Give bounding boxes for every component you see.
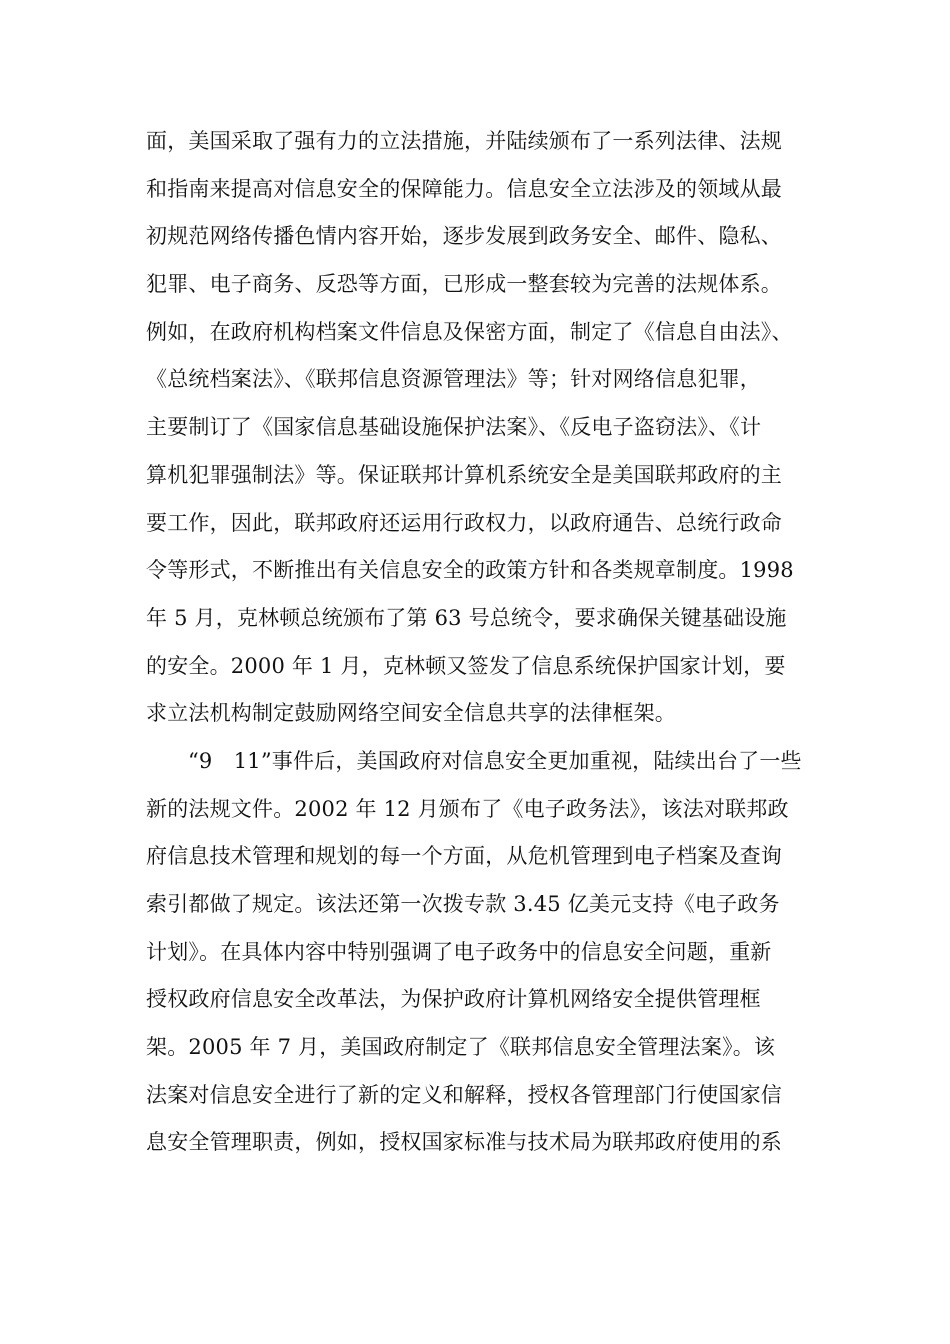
text-line: 府信息技术管理和规划的每一个方面，从危机管理到电子档案及查询 <box>146 844 782 869</box>
text-line: 年 5 月，克林顿总统颁布了第 63 号总统令，要求确保关键基础设施 <box>146 605 787 630</box>
text-line: 息安全管理职责，例如，授权国家标准与技术局为联邦政府使用的系 <box>146 1130 782 1155</box>
text-line: 授权政府信息安全改革法，为保护政府计算机网络安全提供管理框 <box>146 987 761 1012</box>
body-text <box>146 118 810 1167</box>
text-line: 例如，在政府机构档案文件信息及保密方面，制定了《信息自由法》、 <box>146 319 793 344</box>
text-line: 新的法规文件。2002 年 12 月颁布了《电子政务法》，该法对联邦政 <box>146 796 789 821</box>
text-line: 要工作，因此，联邦政府还运用行政权力，以政府通告、总统行政命 <box>146 510 782 535</box>
text-line: 的安全。2000 年 1 月，克林顿又签发了信息系统保护国家计划，要 <box>146 653 786 678</box>
text-line: 《总统档案法》、《联邦信息资源管理法》等；针对网络信息犯罪， <box>146 367 761 392</box>
text-line: 求立法机构制定鼓励网络空间安全信息共享的法律框架。 <box>146 701 676 726</box>
paragraph-start-line: “9 11”事件后，美国政府对信息安全更加重视，陆续出台了一些 <box>188 748 802 773</box>
text-line: 面，美国采取了强有力的立法措施，并陆续颁布了一系列法律、法规 <box>146 129 782 153</box>
text-line: 法案对信息安全进行了新的定义和解释，授权各管理部门行使国家信 <box>146 1082 782 1107</box>
text-line: 算机犯罪强制法》等。保证联邦计算机系统安全是美国联邦政府的主 <box>146 462 782 487</box>
text-line: 架。2005 年 7 月，美国政府制定了《联邦信息安全管理法案》。该 <box>146 1035 776 1060</box>
text-line: 主要制订了《国家信息基础设施保护法案》、《反电子盗窃法》、《计 <box>146 415 762 440</box>
text-line: 犯罪、电子商务、反恐等方面，已形成一整套较为完善的法规体系。 <box>146 272 782 297</box>
text-line: 计划》。在具体内容中特别强调了电子政务中的信息安全问题，重新 <box>146 939 772 964</box>
text-line: 索引都做了规定。该法还第一次拨专款 3.45 亿美元支持《电子政务 <box>146 892 780 916</box>
text-line: 令等形式，不断推出有关信息安全的政策方针和各类规章制度。1998 <box>146 558 794 583</box>
text-line: 和指南来提高对信息安全的保障能力。信息安全立法涉及的领域从最 <box>146 176 782 201</box>
text-line: 初规范网络传播色情内容开始，逐步发展到政务安全、邮件、隐私、 <box>146 224 782 249</box>
